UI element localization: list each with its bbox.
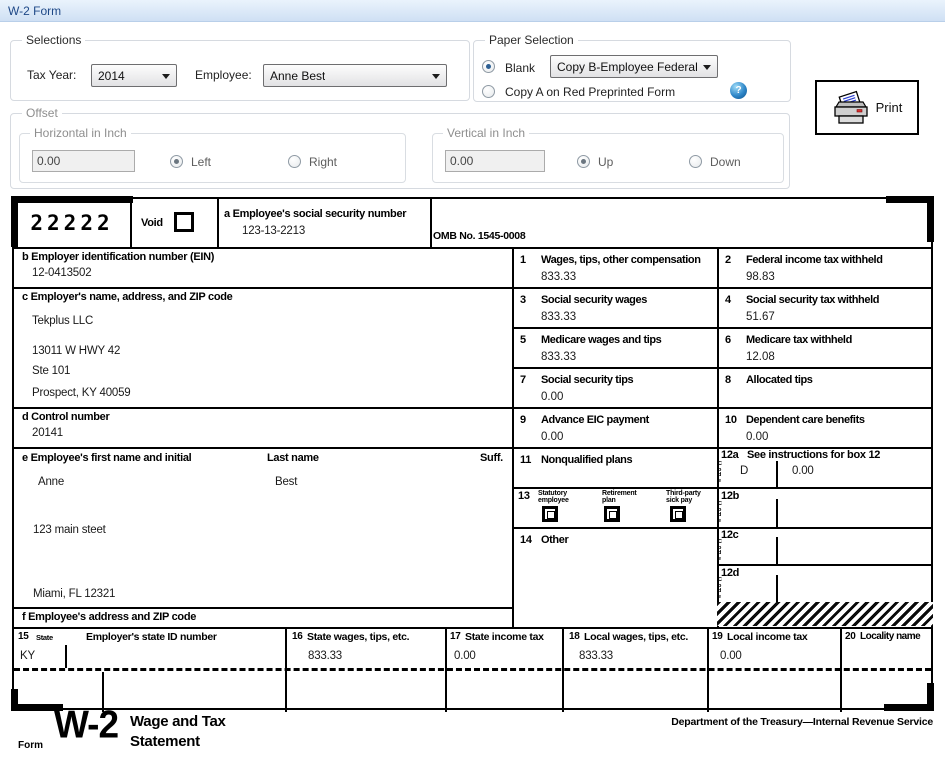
box-value: 98.83 xyxy=(746,271,775,283)
offset-group xyxy=(10,106,790,189)
box-label: Social security tips xyxy=(541,374,634,386)
employee-city-state-zip: Miami, FL 12321 xyxy=(33,588,116,600)
grid-line xyxy=(717,564,931,566)
box-12d-code-column: Code xyxy=(718,577,722,600)
employee-label: Employee: xyxy=(195,68,252,82)
left-radio-label[interactable]: Left xyxy=(191,155,212,169)
box-label: Allocated tips xyxy=(746,374,813,386)
selections-group-label: Selections xyxy=(22,33,85,47)
ssn-value: 123-13-2213 xyxy=(242,225,306,237)
employer-address-line1: 13011 W HWY 42 xyxy=(32,345,121,357)
box-label: Social security tax withheld xyxy=(746,294,880,306)
suffix-label: Suff. xyxy=(480,452,503,464)
up-radio-label[interactable]: Up xyxy=(598,155,614,169)
statutory-employee-label: Statutory employee xyxy=(538,490,569,504)
grid-line xyxy=(776,499,778,527)
box-number: 10 xyxy=(725,414,737,426)
last-name-label: Last name xyxy=(267,452,319,464)
retirement-plan-label: Retirement plan xyxy=(602,490,637,504)
help-icon[interactable]: ? xyxy=(730,82,747,99)
copy-type-dropdown[interactable] xyxy=(550,55,718,78)
box-13-number: 13 xyxy=(518,490,530,502)
grid-line xyxy=(776,575,778,602)
box-12d-number: 12d xyxy=(721,567,740,579)
box-label: Social security wages xyxy=(541,294,647,306)
box-b-label: b Employer identification number (EIN) xyxy=(22,251,215,263)
window-title: W-2 Form xyxy=(8,3,62,18)
grid-line xyxy=(217,199,219,247)
corner-mark xyxy=(11,689,18,711)
w2-form-preview xyxy=(12,197,933,710)
employer-city-state-zip: Prospect, KY 40059 xyxy=(32,387,131,399)
box-9 xyxy=(512,407,717,443)
treasury-text: Department of the Treasury—Internal Revenue Service xyxy=(671,716,933,728)
box-7 xyxy=(512,367,717,403)
third-party-sick-pay-checkbox xyxy=(670,506,686,522)
box-1 xyxy=(512,247,717,283)
box-label: Nonqualified plans xyxy=(541,454,633,466)
right-radio-label[interactable]: Right xyxy=(309,155,338,169)
box-label: Advance EIC payment xyxy=(541,414,649,426)
box-8 xyxy=(717,367,931,391)
box-17-label: State income tax xyxy=(465,631,544,643)
grid-line xyxy=(285,627,287,712)
retirement-plan-checkbox xyxy=(604,506,620,522)
box-12b-number: 12b xyxy=(721,490,740,502)
box-5 xyxy=(512,327,717,363)
box-12c-code-column: Code xyxy=(718,539,722,562)
box-4 xyxy=(717,287,931,323)
box-10 xyxy=(717,407,931,443)
box-number: 8 xyxy=(725,374,731,386)
box-2 xyxy=(717,247,931,283)
employer-address-line2: Ste 101 xyxy=(32,365,71,377)
last-name-value: Best xyxy=(275,476,298,488)
box-number: 6 xyxy=(725,334,731,346)
omb-number: OMB No. 1545-0008 xyxy=(433,230,526,242)
box-c-label: c Employer's name, address, and ZIP code xyxy=(22,291,233,303)
box-value: 833.33 xyxy=(541,271,577,283)
box-19-label: Local income tax xyxy=(727,631,808,643)
tax-year-value: 2014 xyxy=(98,68,125,83)
box-19-number: 19 xyxy=(712,631,723,642)
box-label: Federal income tax withheld xyxy=(746,254,883,266)
statement-line2: Statement xyxy=(130,733,200,750)
void-checkbox xyxy=(174,212,194,232)
box-18-number: 18 xyxy=(569,631,580,642)
box-12a-code-column: Code xyxy=(718,461,722,484)
grid-line xyxy=(562,627,564,712)
state-wages-value: 833.33 xyxy=(308,650,342,662)
grid-line xyxy=(776,537,778,564)
vertical-offset-input[interactable] xyxy=(445,150,545,172)
box-value: 51.67 xyxy=(746,311,775,323)
box-number: 7 xyxy=(520,374,526,386)
grid-line xyxy=(840,627,842,712)
statement-line1: Wage and Tax xyxy=(130,713,226,730)
box-17-number: 17 xyxy=(450,631,461,642)
box-number: 5 xyxy=(520,334,526,346)
state-value: KY xyxy=(20,650,35,662)
box-number: 1 xyxy=(520,254,526,266)
employee-value: Anne Best xyxy=(270,68,326,83)
statutory-employee-checkbox xyxy=(542,506,558,522)
form-number-w2: W-2 xyxy=(54,702,119,746)
form-word: Form xyxy=(18,740,43,751)
box-e-label: e Employee's first name and initial xyxy=(22,452,192,464)
corner-mark xyxy=(927,196,934,242)
blank-radio[interactable] xyxy=(482,60,495,73)
tax-year-label: Tax Year: xyxy=(27,68,77,82)
box-6 xyxy=(717,327,931,363)
box-label: Wages, tips, other compensation xyxy=(541,254,701,266)
paper-selection-group xyxy=(473,33,791,102)
hatched-area xyxy=(717,602,933,626)
employer-name: Tekplus LLC xyxy=(32,315,94,327)
first-name-value: Anne xyxy=(38,476,65,488)
copy-a-radio[interactable] xyxy=(482,85,495,98)
box-number: 4 xyxy=(725,294,731,306)
blank-radio-label[interactable]: Blank xyxy=(505,61,536,75)
horizontal-offset-group xyxy=(19,126,406,183)
box-15-number: 15 xyxy=(18,631,29,642)
selections-group xyxy=(10,33,470,101)
copy-a-radio-label[interactable]: Copy A on Red Preprinted Form xyxy=(505,85,676,99)
local-income-tax-value: 0.00 xyxy=(720,650,742,662)
vertical-offset-label: Vertical in Inch xyxy=(443,126,529,140)
box-value: 12.08 xyxy=(746,351,775,363)
right-radio[interactable] xyxy=(288,155,301,168)
horizontal-offset-label: Horizontal in Inch xyxy=(30,126,131,140)
box-label: Other xyxy=(541,534,569,546)
void-label: Void xyxy=(141,217,163,229)
box-18-label: Local wages, tips, etc. xyxy=(584,631,688,643)
grid-line xyxy=(14,607,512,609)
box-12a-value: 0.00 xyxy=(792,465,814,477)
grid-line xyxy=(14,627,931,629)
chevron-down-icon xyxy=(703,65,711,70)
box-f-label: f Employee's address and ZIP code xyxy=(22,611,197,623)
box-value: 833.33 xyxy=(541,311,577,323)
box-12c-number: 12c xyxy=(721,529,739,541)
up-radio[interactable] xyxy=(577,155,590,168)
grid-line xyxy=(130,199,132,247)
box-value: 0.00 xyxy=(541,391,564,403)
down-radio-label[interactable]: Down xyxy=(710,155,741,169)
box-12a-code: D xyxy=(740,465,749,477)
grid-line xyxy=(445,627,447,712)
box-number: 14 xyxy=(520,534,532,546)
box-d-label: d Control number xyxy=(22,411,110,423)
box-12a-label: See instructions for box 12 xyxy=(747,449,881,461)
down-radio[interactable] xyxy=(689,155,702,168)
state-label: State xyxy=(36,633,53,642)
ein-value: 12-0413502 xyxy=(32,267,92,279)
corner-mark xyxy=(927,683,934,711)
box-20-label: Locality name xyxy=(860,631,921,642)
state-income-tax-value: 0.00 xyxy=(454,650,476,662)
chevron-down-icon xyxy=(432,74,440,79)
box-value: 0.00 xyxy=(541,431,564,443)
box-value: 833.33 xyxy=(541,351,577,363)
grid-line xyxy=(512,487,931,489)
box-number: 9 xyxy=(520,414,526,426)
state-id-label: Employer's state ID number xyxy=(86,631,217,643)
box-12a-number: 12a xyxy=(721,449,739,461)
tax-year-dropdown[interactable] xyxy=(91,64,177,87)
offset-group-label: Offset xyxy=(22,106,62,120)
form-code-22222: 22222 xyxy=(30,211,114,235)
printer-icon xyxy=(832,89,872,127)
box-label: Medicare tax withheld xyxy=(746,334,852,346)
chevron-down-icon xyxy=(162,74,170,79)
horizontal-offset-input[interactable] xyxy=(32,150,135,172)
grid-line xyxy=(776,461,778,487)
box-20-number: 20 xyxy=(845,631,856,642)
box-label: Dependent care benefits xyxy=(746,414,865,426)
box-12b-code-column: Code xyxy=(718,501,722,524)
box-16-label: State wages, tips, etc. xyxy=(307,631,410,643)
dotted-separator xyxy=(14,668,931,671)
left-radio[interactable] xyxy=(170,155,183,168)
box-label: Medicare wages and tips xyxy=(541,334,662,346)
third-party-sick-pay-label: Third-party sick pay xyxy=(666,490,701,504)
box-number: 2 xyxy=(725,254,731,266)
box-value: 0.00 xyxy=(746,431,769,443)
box-number: 11 xyxy=(520,454,532,466)
box-14 xyxy=(512,527,717,548)
box-3 xyxy=(512,287,717,323)
grid-line xyxy=(707,627,709,712)
box-a-label: a Employee's social security number xyxy=(224,208,407,220)
grid-line xyxy=(65,645,67,668)
print-button[interactable] xyxy=(815,80,919,135)
print-button-label: Print xyxy=(875,100,903,115)
control-number-value: 20141 xyxy=(32,427,63,439)
paper-selection-group-label: Paper Selection xyxy=(485,33,578,47)
vertical-offset-group xyxy=(432,126,784,183)
employee-street: 123 main steet xyxy=(33,524,106,536)
grid-line xyxy=(430,199,432,247)
box-16-number: 16 xyxy=(292,631,303,642)
box-11 xyxy=(512,447,717,468)
local-wages-value: 833.33 xyxy=(579,650,613,662)
box-number: 3 xyxy=(520,294,526,306)
copy-type-value: Copy B-Employee Federal xyxy=(557,59,698,74)
title-bar xyxy=(0,0,945,22)
employee-dropdown[interactable] xyxy=(263,64,447,87)
